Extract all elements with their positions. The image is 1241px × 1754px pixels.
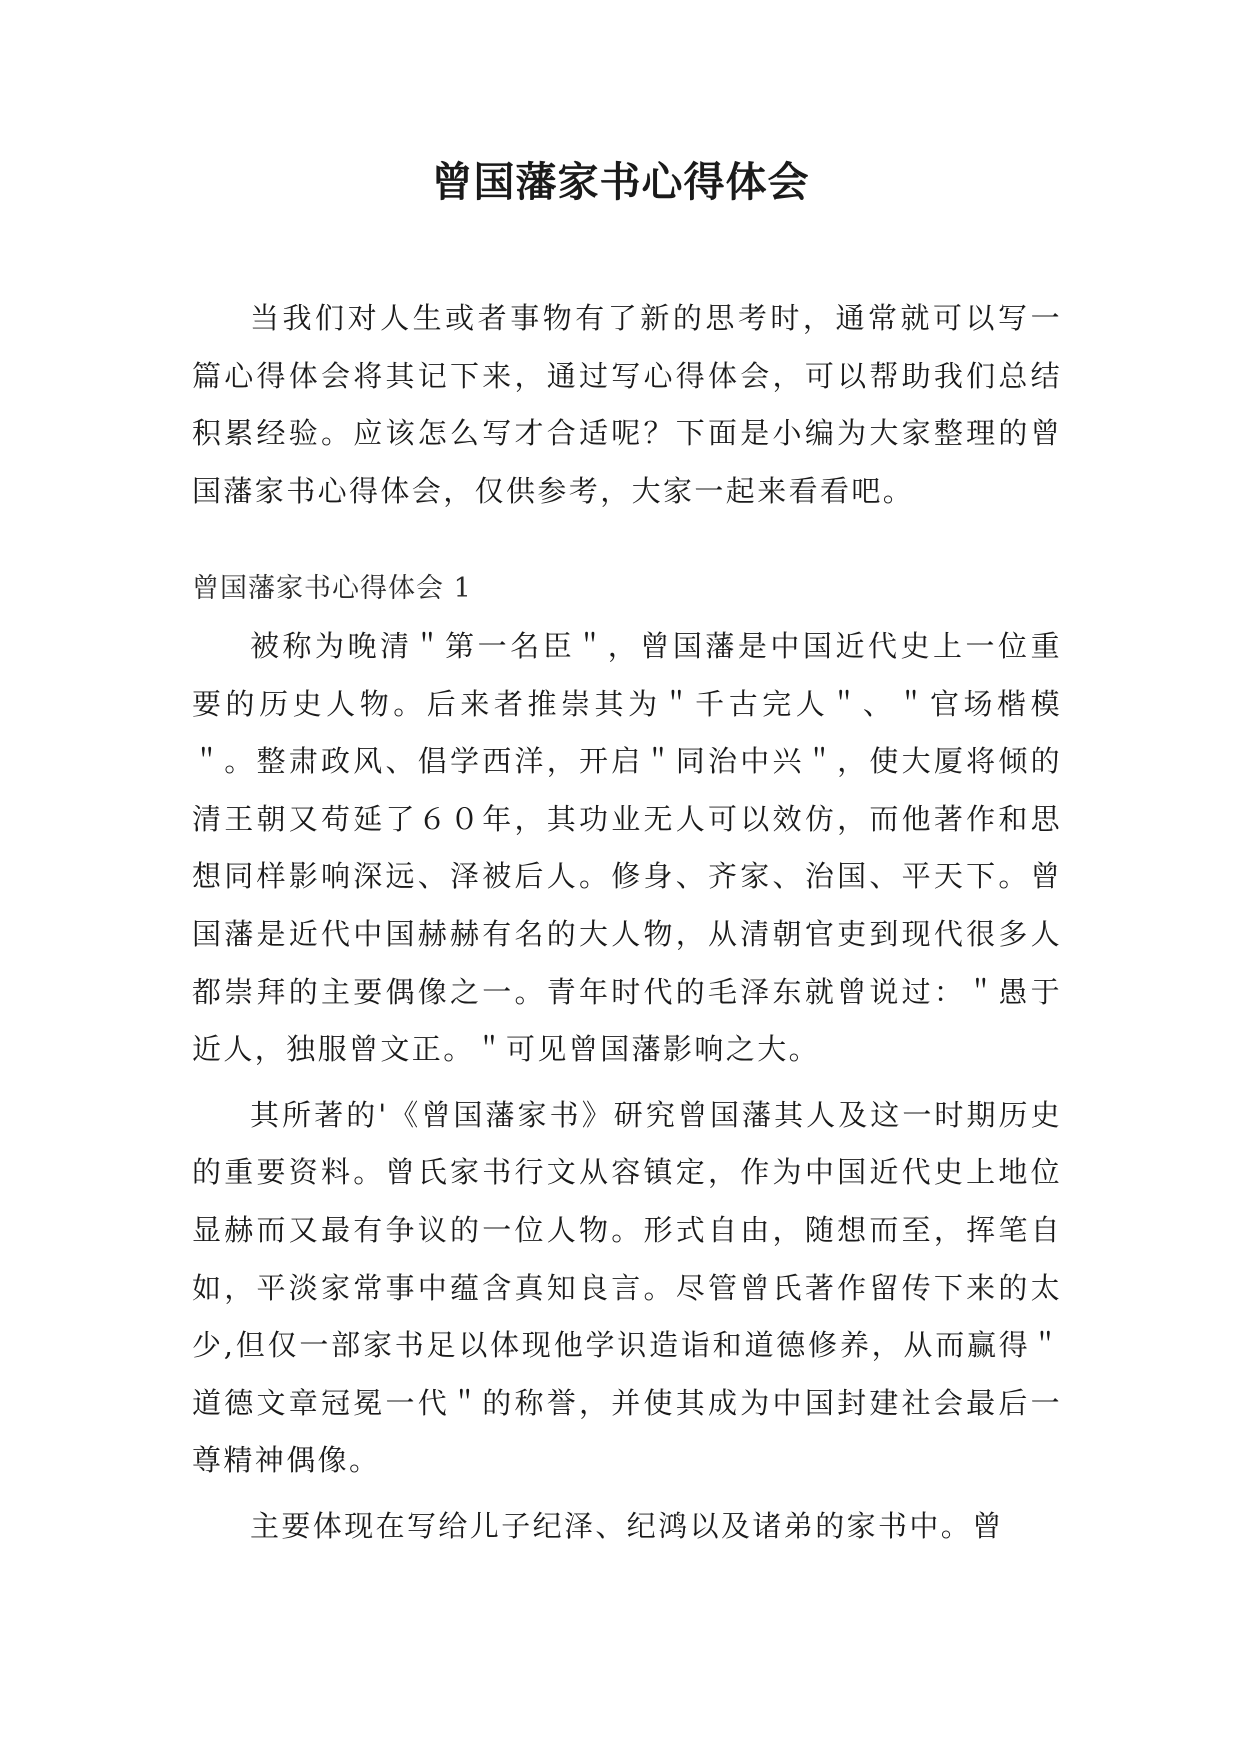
body-paragraph-3: 主要体现在写给儿子纪泽、纪鸿以及诸弟的家书中。曾 — [250, 1508, 1004, 1543]
document-title: 曾国藩家书心得体会 — [431, 158, 810, 206]
section-heading: 曾国藩家书心得体会 1 — [192, 573, 472, 605]
body-paragraph-1: 被称为晚清＂第一名臣＂，曾国藩是中国近代史上一位重要的历史人物。后来者推崇其为＂千古完人＂、＂官场楷模＂。整肃政风、倡学西洋，开启＂同治中兴＂，使大厦将倾的清王朝又苟延了６０年，其功业无人可以效仿，而他著作和思想同样影响深远、泽被后人。修身、齐家、治国、平天下。曾国藩是近代中国赫赫有名的大人物，从清朝官吏到现代很多人都崇拜的主要偶像之一。青年时代的毛泽东就曾说过：＂愚于近人，独服曾文正。＂可见曾国藩影响之大。 — [192, 628, 1062, 1067]
intro-paragraph: 当我们对人生或者事物有了新的思考时，通常就可以写一篇心得体会将其记下来，通过写心得体会，可以帮助我们总结积累经验。应该怎么写才合适呢？下面是小编为大家整理的曾国藩家书心得体会，仅供参考，大家一起来看看吧。 — [192, 301, 1062, 508]
document-body — [192, 290, 1062, 1555]
body-paragraph-2: 其所著的'《曾国藩家书》研究曾国藩其人及这一时期历史的重要资料。曾氏家书行文从容镇定，作为中国近代史上地位显赫而又最有争议的一位人物。形式自由，随想而至，挥笔自如，平淡家常事中蕴含真知良言。尽管曾氏著作留传下来的太少,但仅一部家书足以体现他学识造诣和道德修养，从而赢得＂道德文章冠冕一代＂的称誉，并使其成为中国封建社会最后一尊精神偶像。 — [192, 1097, 1062, 1478]
